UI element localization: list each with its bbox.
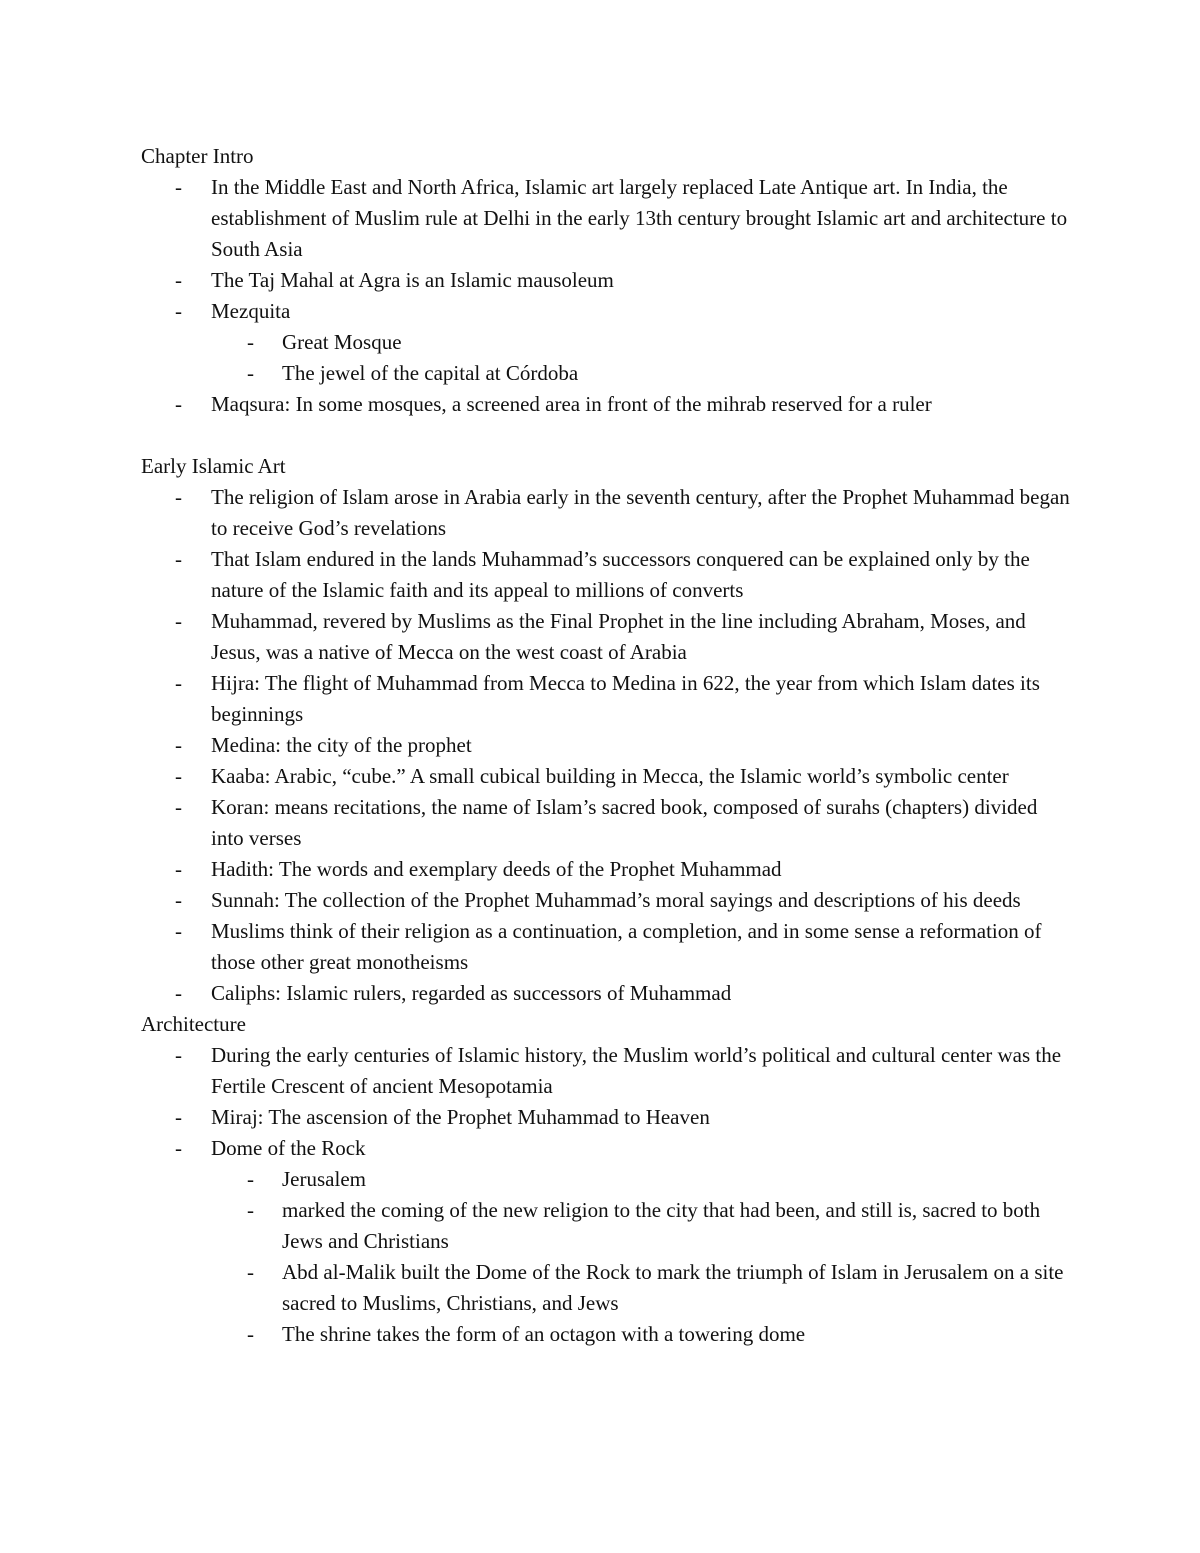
dash-marker: - bbox=[175, 888, 182, 912]
list-item-text: Kaaba: Arabic, “cube.” A small cubical building in Mecca, the Islamic world’s symbolic center bbox=[211, 764, 1009, 788]
sub-list-item bbox=[141, 327, 1071, 358]
bullet-list bbox=[141, 172, 1071, 420]
sub-list-item bbox=[141, 358, 1071, 389]
list-item bbox=[141, 389, 1071, 420]
blank-line bbox=[141, 420, 1071, 451]
sub-list-item bbox=[141, 1319, 1071, 1350]
list-item-text: Abd al-Malik built the Dome of the Rock to mark the triumph of Islam in Jerusalem on a site sacred to Muslims, Christians, and Jews bbox=[282, 1260, 1064, 1315]
list-item bbox=[141, 916, 1071, 978]
list-item-text: Caliphs: Islamic rulers, regarded as successors of Muhammad bbox=[211, 981, 732, 1005]
list-item bbox=[141, 792, 1071, 854]
section-early-islamic-art bbox=[141, 451, 1071, 1009]
list-item bbox=[141, 885, 1071, 916]
list-item-text: Miraj: The ascension of the Prophet Muhammad to Heaven bbox=[211, 1105, 710, 1129]
list-item bbox=[141, 482, 1071, 544]
dash-marker: - bbox=[247, 1260, 254, 1284]
dash-marker: - bbox=[247, 1198, 254, 1222]
dash-marker: - bbox=[175, 733, 182, 757]
dash-marker: - bbox=[175, 1043, 182, 1067]
list-item bbox=[141, 265, 1071, 296]
dash-marker: - bbox=[175, 981, 182, 1005]
list-item-text: The shrine takes the form of an octagon with a towering dome bbox=[282, 1322, 806, 1346]
list-item-text: Jerusalem bbox=[282, 1167, 366, 1191]
section-chapter-intro bbox=[141, 141, 1071, 420]
list-item bbox=[141, 730, 1071, 761]
bullet-list bbox=[141, 1040, 1071, 1350]
list-item-text: marked the coming of the new religion to the city that had been, and still is, sacred to both Jews and Christians bbox=[282, 1198, 1041, 1253]
list-item-text: Muhammad, revered by Muslims as the Final Prophet in the line including Abraham, Moses, and Jesus, was a native of Mecca on the west coast of Arabia bbox=[211, 609, 1026, 664]
list-item-text: Koran: means recitations, the name of Islam’s sacred book, composed of surahs (chapters) divided into verses bbox=[211, 795, 1038, 850]
list-item-text: Dome of the Rock bbox=[211, 1136, 366, 1160]
sub-list-item bbox=[141, 1195, 1071, 1257]
document-content bbox=[141, 141, 1071, 1350]
dash-marker: - bbox=[175, 919, 182, 943]
dash-marker: - bbox=[175, 1105, 182, 1129]
dash-marker: - bbox=[175, 764, 182, 788]
list-item-text: Medina: the city of the prophet bbox=[211, 733, 472, 757]
list-item-text: That Islam endured in the lands Muhammad’s successors conquered can be explained only by the nature of the Islamic faith and its appeal to millions of converts bbox=[211, 547, 1030, 602]
list-item-text: Hijra: The flight of Muhammad from Mecca to Medina in 622, the year from which Islam dates its beginnings bbox=[211, 671, 1040, 726]
dash-marker: - bbox=[175, 1136, 182, 1160]
list-item-text: During the early centuries of Islamic history, the Muslim world’s political and cultural center was the Fertile Crescent of ancient Mesopotamia bbox=[211, 1043, 1062, 1098]
bullet-list bbox=[141, 482, 1071, 1009]
list-item-text: The jewel of the capital at Córdoba bbox=[282, 361, 579, 385]
list-item-text: The Taj Mahal at Agra is an Islamic mausoleum bbox=[211, 268, 614, 292]
list-item-text: Maqsura: In some mosques, a screened area in front of the mihrab reserved for a ruler bbox=[211, 392, 932, 416]
dash-marker: - bbox=[247, 1322, 254, 1346]
list-item bbox=[141, 172, 1071, 265]
dash-marker: - bbox=[247, 330, 254, 354]
section-heading: Early Islamic Art bbox=[141, 454, 286, 478]
dash-marker: - bbox=[175, 268, 182, 292]
dash-marker: - bbox=[175, 857, 182, 881]
list-item bbox=[141, 668, 1071, 730]
dash-marker: - bbox=[175, 299, 182, 323]
sub-list-item bbox=[141, 1164, 1071, 1195]
dash-marker: - bbox=[175, 485, 182, 509]
dash-marker: - bbox=[175, 609, 182, 633]
list-item bbox=[141, 1102, 1071, 1133]
list-item-text: In the Middle East and North Africa, Islamic art largely replaced Late Antique art. In India, the establishment of Muslim rule at Delhi in the early 13th century brought Islamic art and architecture to South Asia bbox=[211, 175, 1068, 261]
dash-marker: - bbox=[175, 547, 182, 571]
sub-list-item bbox=[141, 1257, 1071, 1319]
list-item-text: The religion of Islam arose in Arabia early in the seventh century, after the Prophet Muhammad began to receive God’s revelations bbox=[211, 485, 1070, 540]
list-item bbox=[141, 761, 1071, 792]
dash-marker: - bbox=[247, 1167, 254, 1191]
list-item bbox=[141, 978, 1071, 1009]
dash-marker: - bbox=[175, 175, 182, 199]
dash-marker: - bbox=[247, 361, 254, 385]
list-item-text: Mezquita bbox=[211, 299, 291, 323]
list-item-text: Muslims think of their religion as a continuation, a completion, and in some sense a reformation of those other great monotheisms bbox=[211, 919, 1042, 974]
section-heading: Architecture bbox=[141, 1012, 246, 1036]
list-item bbox=[141, 544, 1071, 606]
list-item bbox=[141, 296, 1071, 327]
list-item bbox=[141, 1133, 1071, 1164]
dash-marker: - bbox=[175, 392, 182, 416]
list-item bbox=[141, 854, 1071, 885]
section-heading: Chapter Intro bbox=[141, 144, 254, 168]
list-item-text: Great Mosque bbox=[282, 330, 402, 354]
list-item bbox=[141, 1040, 1071, 1102]
list-item bbox=[141, 606, 1071, 668]
list-item-text: Hadith: The words and exemplary deeds of the Prophet Muhammad bbox=[211, 857, 782, 881]
dash-marker: - bbox=[175, 795, 182, 819]
list-item-text: Sunnah: The collection of the Prophet Muhammad’s moral sayings and descriptions of his deeds bbox=[211, 888, 1021, 912]
dash-marker: - bbox=[175, 671, 182, 695]
section-architecture bbox=[141, 1009, 1071, 1350]
